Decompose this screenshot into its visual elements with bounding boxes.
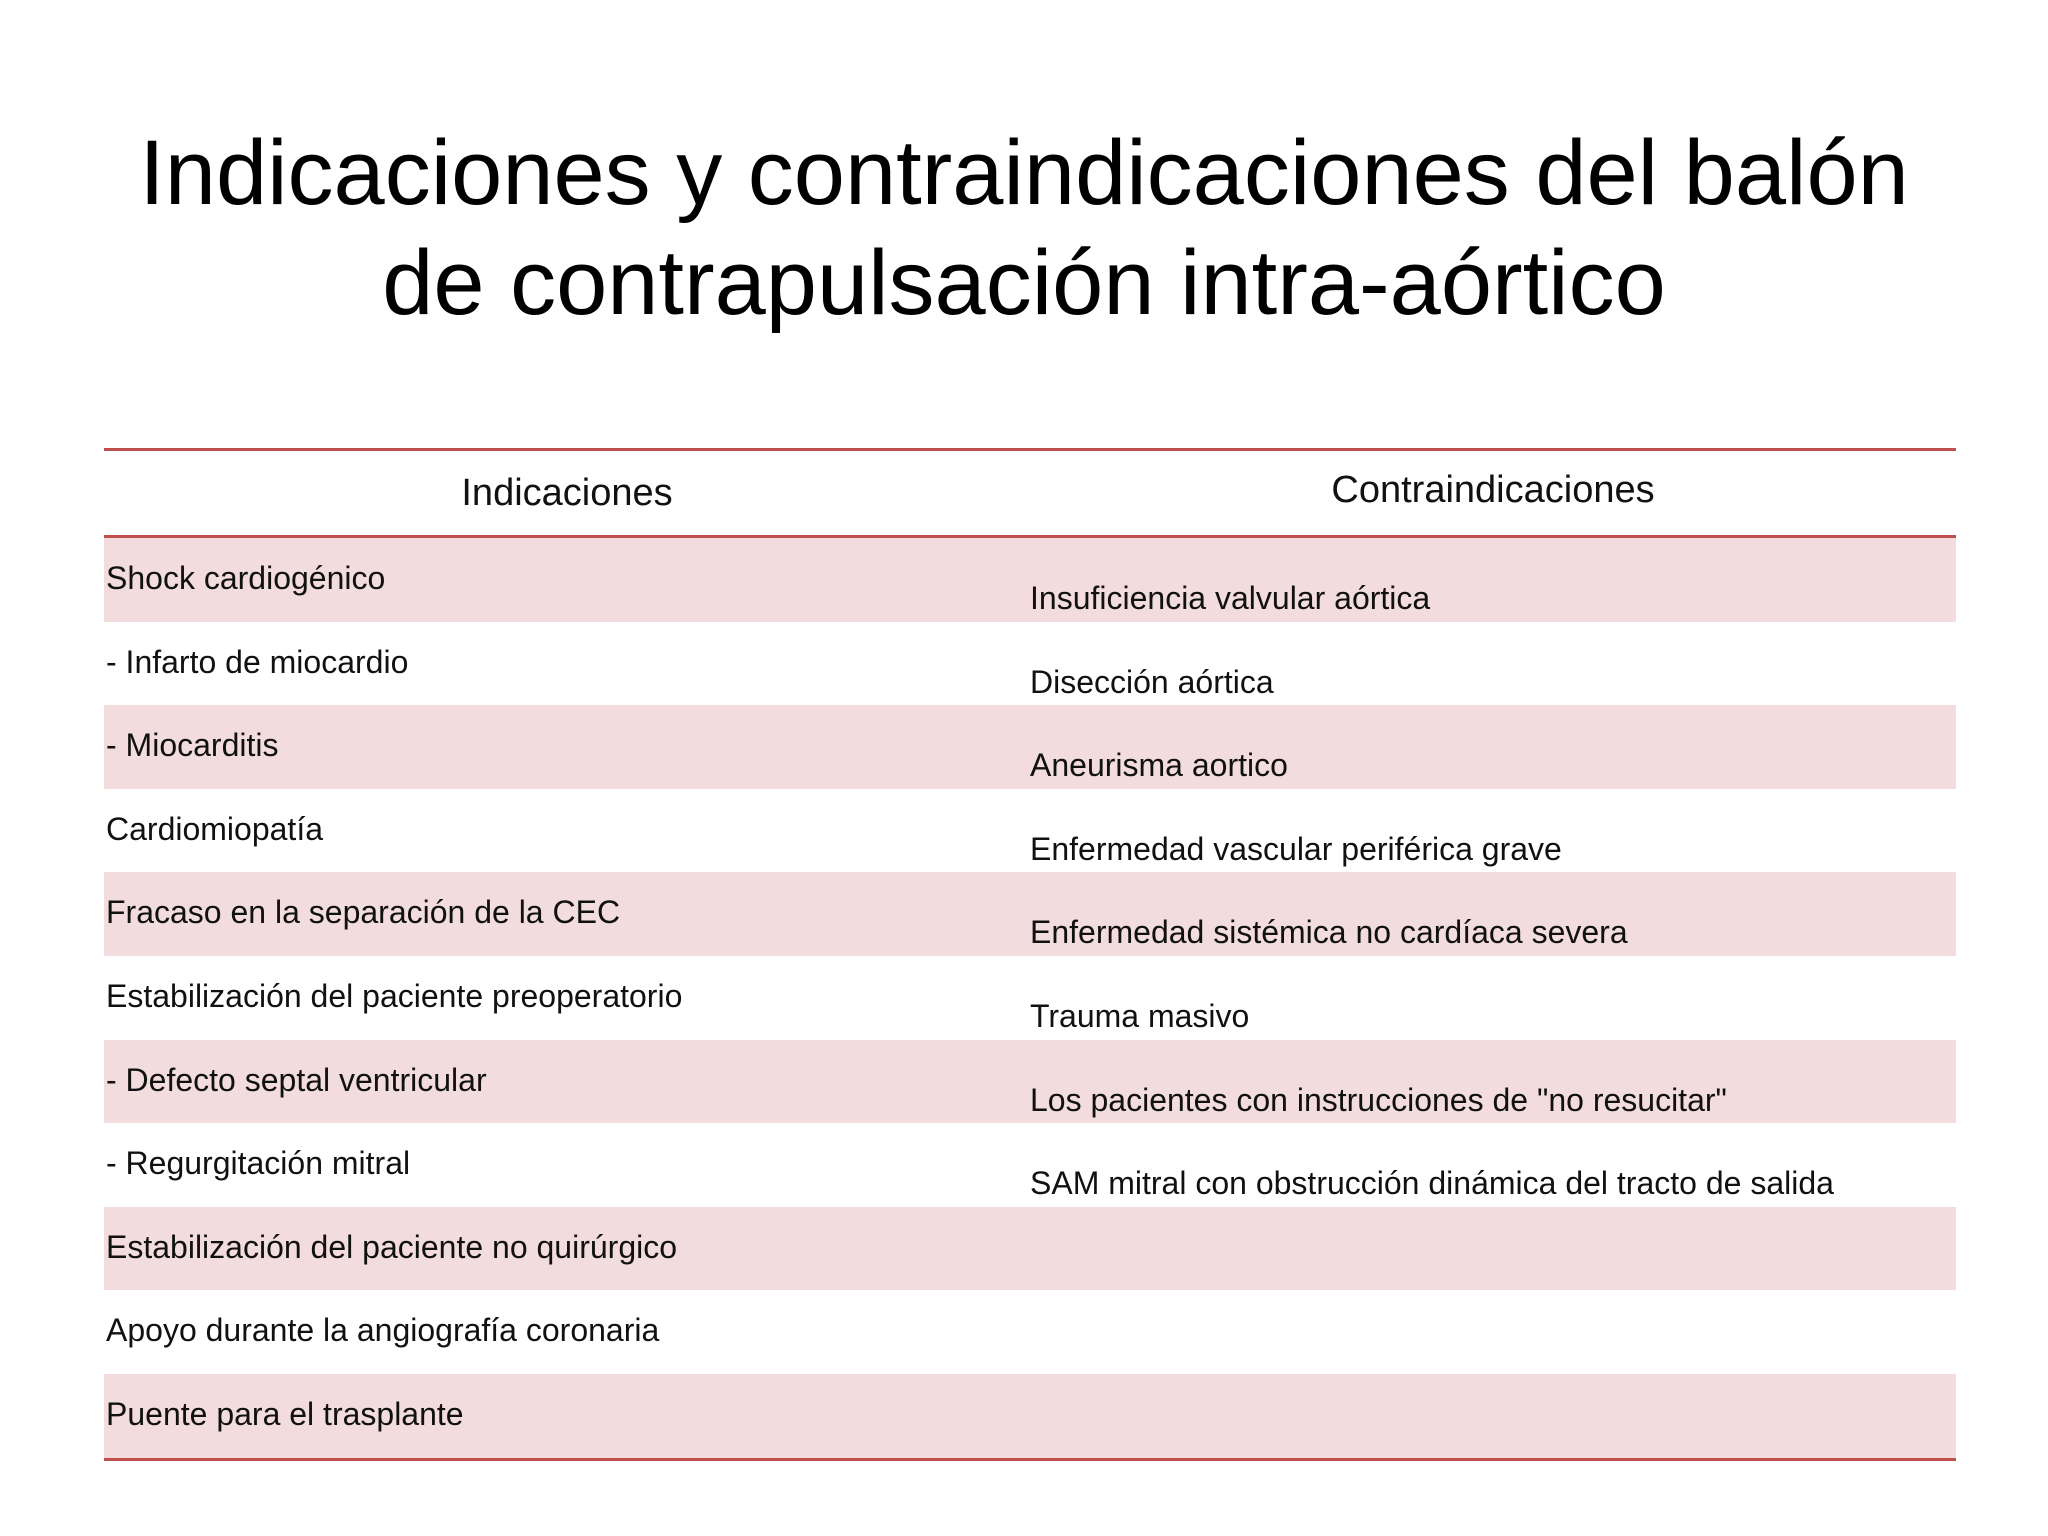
contraindicacion-cell	[1030, 1290, 1956, 1374]
table-header-row	[104, 451, 1956, 538]
indicacion-text: - Defecto septal ventricular	[106, 1061, 487, 1098]
table-row	[104, 1207, 1956, 1291]
indicacion-text: - Miocarditis	[106, 727, 279, 764]
indicacion-text: Estabilización del paciente preoperatorio	[106, 977, 683, 1014]
contraindicacion-cell	[1030, 1207, 1956, 1291]
table-row	[104, 789, 1956, 873]
contraindicacion-cell	[1030, 538, 1956, 622]
indicacion-cell	[104, 872, 1030, 956]
indicacion-text: Apoyo durante la angiografía coronaria	[106, 1312, 660, 1349]
table-body	[104, 538, 1956, 1458]
contraindicacion-cell	[1030, 1040, 1956, 1124]
table-row	[104, 622, 1956, 706]
table-row	[104, 705, 1956, 789]
indicacion-text: Cardiomiopatía	[106, 810, 323, 847]
table-row	[104, 1123, 1956, 1207]
indicacion-text: Estabilización del paciente no quirúrgico	[106, 1228, 678, 1265]
slide-title-line-2: de contrapulsación intra-aórtico	[382, 232, 1666, 334]
table-row	[104, 1374, 1956, 1458]
slide-title	[80, 118, 1968, 338]
indicacion-cell	[104, 705, 1030, 789]
table-row	[104, 1290, 1956, 1374]
contraindicacion-cell	[1030, 622, 1956, 706]
comparison-table	[104, 448, 1956, 1461]
header-indicaciones: Indicaciones	[461, 471, 673, 514]
contraindicacion-cell	[1030, 1374, 1956, 1458]
header-contraindicaciones: Contraindicaciones	[1331, 468, 1655, 511]
table-row	[104, 872, 1956, 956]
contraindicacion-cell	[1030, 872, 1956, 956]
contraindicacion-text: Enfermedad sistémica no cardíaca severa	[1030, 914, 1628, 951]
table-row	[104, 1040, 1956, 1124]
indicacion-text: Shock cardiogénico	[106, 560, 386, 596]
indicacion-cell	[104, 1207, 1030, 1291]
contraindicacion-text: Disección aórtica	[1030, 663, 1274, 700]
contraindicacion-cell	[1030, 1123, 1956, 1207]
indicacion-cell	[104, 956, 1030, 1040]
indicacion-text: Fracaso en la separación de la CEC	[106, 894, 621, 931]
contraindicacion-text: Aneurisma aortico	[1030, 747, 1288, 784]
indicacion-cell	[104, 1123, 1030, 1207]
contraindicacion-text: Insuficiencia valvular aórtica	[1030, 580, 1431, 616]
slide-title-line-1: Indicaciones y contraindicaciones del balón	[139, 122, 1909, 224]
contraindicacion-cell	[1030, 956, 1956, 1040]
indicacion-text: - Regurgitación mitral	[106, 1145, 411, 1182]
indicacion-text: - Infarto de miocardio	[106, 643, 409, 680]
indicacion-cell	[104, 1290, 1030, 1374]
indicacion-cell	[104, 1040, 1030, 1124]
contraindicacion-text: SAM mitral con obstrucción dinámica del tracto de salida	[1030, 1165, 1834, 1202]
indicacion-cell	[104, 789, 1030, 873]
contraindicacion-cell	[1030, 789, 1956, 873]
contraindicacion-cell	[1030, 705, 1956, 789]
contraindicacion-text: Los pacientes con instrucciones de "no resucitar"	[1030, 1081, 1727, 1118]
indicacion-cell	[104, 538, 1030, 622]
contraindicacion-text: Enfermedad vascular periférica grave	[1030, 830, 1562, 867]
indicacion-cell	[104, 1374, 1030, 1458]
table-row	[104, 538, 1956, 622]
table-row	[104, 956, 1956, 1040]
indicacion-text: Puente para el trasplante	[106, 1395, 464, 1432]
contraindicacion-text: Trauma masivo	[1030, 997, 1250, 1034]
indicacion-cell	[104, 622, 1030, 706]
